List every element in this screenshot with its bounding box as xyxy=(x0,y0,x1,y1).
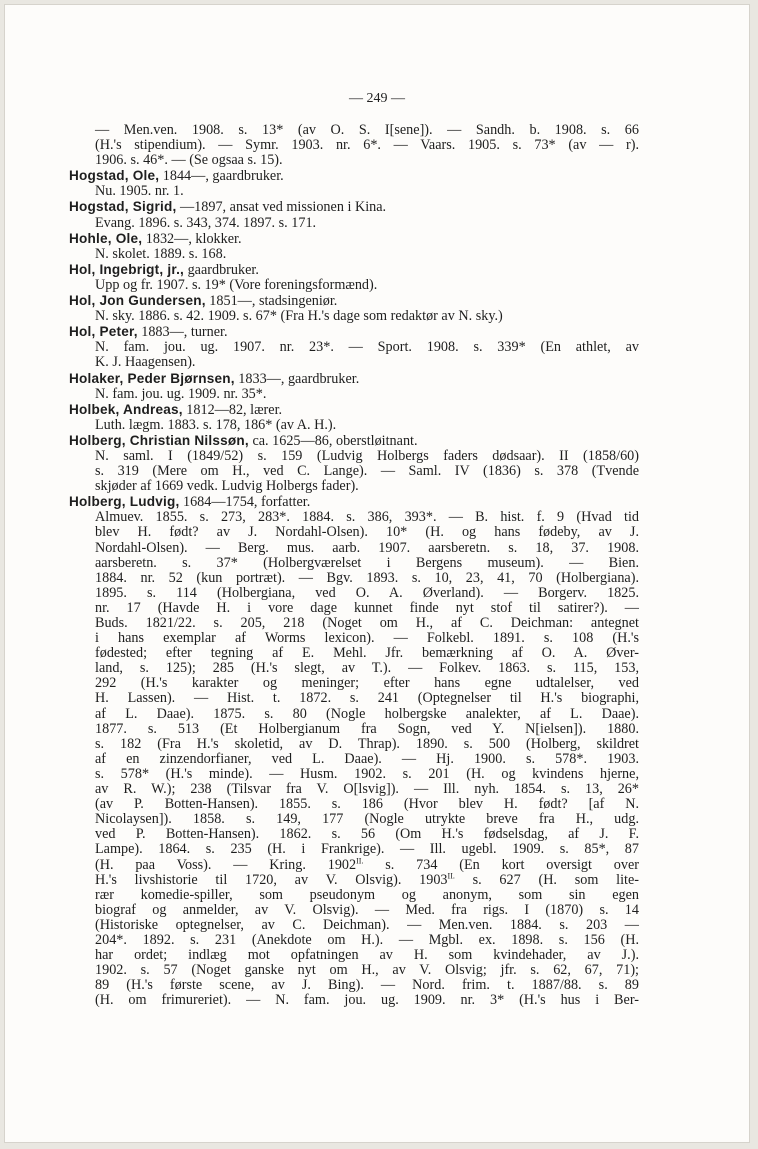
text-line xyxy=(69,123,639,138)
line-text-cont: s. 734 (En kort oversigt over xyxy=(363,856,639,873)
entry-heading-line xyxy=(69,262,639,278)
entry-heading-line xyxy=(69,494,639,510)
line-text: av R. W.); 238 (Tilsvar fra V. O[lsvig]). — Ill. nyh. 1854. s. 13, 26* xyxy=(95,781,639,798)
entry-name: Hogstad, Sigrid, xyxy=(69,199,177,215)
line-text: 89 (H.'s første scene, av J. Bing). — Nord. frim. t. 1887/88. s. 89 xyxy=(95,977,639,994)
text-line xyxy=(69,797,639,812)
text-line xyxy=(69,556,639,571)
text-line xyxy=(69,993,639,1008)
line-text: H.'s livshistorie til 1720, av V. Olsvig). 1903 xyxy=(95,871,448,888)
line-text: biograf og anmelder, av V. Olsvig). — Med. fra rigs. I (1870) s. 14 xyxy=(95,901,639,918)
text-line xyxy=(69,309,639,324)
line-text: Luth. lægm. 1883. s. 178, 186* (av A. H.). xyxy=(95,416,337,433)
text-line xyxy=(69,278,639,293)
text-line xyxy=(69,722,639,737)
line-text: 1895. s. 114 (Holbergiana, ved O. A. Øverland). — Borgerv. 1825. xyxy=(95,584,639,601)
text-line xyxy=(69,752,639,767)
text-line xyxy=(69,355,639,370)
line-text: 1684—1754, forfatter. xyxy=(179,494,311,511)
line-text: 204*. 1892. s. 231 (Anekdote om H.). — Mgbl. ex. 1898. s. 156 (H. xyxy=(95,931,639,948)
line-text: N. skolet. 1889. s. 168. xyxy=(95,245,227,262)
text-line xyxy=(69,812,639,827)
entry-heading-line xyxy=(69,168,639,184)
text-line xyxy=(69,571,639,586)
line-text: blev H. født? av J. Nordahl-Olsen). 10* (H. og hans fødeby, av J. xyxy=(95,524,639,541)
entry-name: Hogstad, Ole, xyxy=(69,168,160,184)
line-text: (H.'s stipendium). — Symr. 1903. nr. 6*. — Vaars. 1905. s. 73* (av — r). xyxy=(95,137,639,154)
text-line xyxy=(69,616,639,631)
line-text: Buds. 1821/22. s. 205, 218 (Noget om H., af C. Deichman: antegnet xyxy=(95,615,639,631)
text-line xyxy=(69,888,639,903)
line-text: af en zinzendorfianer, ved L. Daae). — Hj. 1900. s. 578*. 1903. xyxy=(95,750,639,767)
text-line xyxy=(69,933,639,948)
line-text: ca. 1625—86, oberstløitnant. xyxy=(248,432,418,449)
line-text: har ordet; indlæg mot opfatningen av H. som kvindehader, av J.). xyxy=(95,947,639,964)
line-text: 292 (H.'s karakter og meninger; efter hans egne udtalelser, ved xyxy=(95,675,639,692)
line-text: 1906. s. 46*. — (Se ogsaa s. 15). xyxy=(95,152,283,169)
text-line xyxy=(69,387,639,402)
line-text: N. saml. I (1849/52) s. 159 (Ludvig Holbergs faders dødsaar). II (1858/60) xyxy=(95,447,639,464)
text-line xyxy=(69,707,639,722)
text-line xyxy=(69,247,639,262)
entry-heading-line xyxy=(69,199,639,215)
entry-heading-line xyxy=(69,324,639,340)
text-line xyxy=(69,601,639,616)
text-line xyxy=(69,827,639,842)
line-text: 1833—, gaardbruker. xyxy=(234,370,360,387)
volume-superscript: II. xyxy=(447,870,455,880)
text-line xyxy=(69,870,639,888)
line-text: rær komedie-spiller, som pseudonym og anonym, som sin egen xyxy=(95,886,639,903)
line-text: H. Lassen). — Hist. t. 1872. s. 241 (Optegnelser til H.'s biographi, xyxy=(95,690,639,707)
line-text: s. 182 (Fra H.'s skoletid, av D. Thrap). 1890. s. 500 (Holberg, skildret xyxy=(95,735,639,752)
entry-heading-line xyxy=(69,433,639,449)
line-text-cont: s. 627 (H. som lite- xyxy=(454,871,639,888)
text-line xyxy=(69,541,639,556)
text-line xyxy=(69,479,639,494)
line-text: 1844—, gaardbruker. xyxy=(159,168,284,185)
volume-superscript: II. xyxy=(356,855,364,865)
line-text: N. fam. jou. ug. 1909. nr. 35*. xyxy=(95,385,267,402)
line-text: fødested; efter tegning af E. Mehl. Jfr. bemærkning af O. A. Øver- xyxy=(95,645,639,662)
text-line xyxy=(69,782,639,797)
text-line xyxy=(69,525,639,540)
text-line xyxy=(69,464,639,479)
line-text: 1851—, stadsingeniør. xyxy=(205,293,338,310)
entry-name: Holberg, Ludvig, xyxy=(69,494,180,510)
entry-name: Hol, Jon Gundersen, xyxy=(69,293,206,309)
text-line xyxy=(69,918,639,933)
text-line xyxy=(69,646,639,661)
entry-heading-line xyxy=(69,371,639,387)
text-line xyxy=(69,340,639,355)
line-text: 1832—, klokker. xyxy=(142,230,242,247)
document-page xyxy=(4,4,750,1143)
text-line xyxy=(69,184,639,199)
line-text: Upp og fr. 1907. s. 19* (Vore foreningsformænd). xyxy=(95,276,378,293)
entry-heading-line xyxy=(69,402,639,418)
line-text: K. J. Haagensen). xyxy=(95,354,196,371)
text-line xyxy=(69,216,639,231)
line-text: s. 319 (Mere om H., ved C. Lange). — Saml. IV (1836) s. 378 (Tvende xyxy=(95,463,639,480)
line-text: s. 578* (H.'s minde). — Husm. 1902. s. 201 (H. og kvindens hjerne, xyxy=(95,765,639,782)
text-line xyxy=(69,449,639,464)
text-line xyxy=(69,963,639,978)
line-text: ved P. Botten-Hansen). 1862. s. 56 (Om H.'s fødselsdag, af J. F. xyxy=(95,826,639,843)
text-line xyxy=(69,631,639,646)
text-line xyxy=(69,418,639,433)
text-line xyxy=(69,767,639,782)
text-line xyxy=(69,586,639,601)
text-line xyxy=(69,153,639,168)
text-line xyxy=(69,661,639,676)
line-text: Almuev. 1855. s. 273, 283*. 1884. s. 386, 393*. — B. hist. f. 9 (Hvad tid xyxy=(95,509,639,526)
entry-name: Hol, Ingebrigt, jr., xyxy=(69,261,185,277)
text-line xyxy=(69,842,639,857)
text-line xyxy=(69,855,639,873)
line-text: (H. om frimureriet). — N. fam. jou. ug. 1909. nr. 3* (H.'s hus i Ber- xyxy=(95,992,639,1009)
bibliography-text xyxy=(69,123,639,1008)
line-text: Nicolaysen]). 1858. s. 149, 177 (Nogle utrykte breve fra H., udg. xyxy=(95,811,639,828)
page-number: — 249 — xyxy=(349,91,405,106)
text-line xyxy=(69,676,639,691)
line-text: aarsberetn. s. 37* (Holbergværelset i Bergens museum). — Bien. xyxy=(95,554,639,571)
line-text: (Historiske optegnelser, av C. Deichman). — Men.ven. 1884. s. 203 — xyxy=(95,916,639,933)
text-line xyxy=(69,948,639,963)
line-text: land, s. 125); 285 (H.'s slegt, av T.). — Folkev. 1863. s. 115, 153, xyxy=(95,660,639,677)
line-text: (av P. Botten-Hansen). 1855. s. 186 (Hvor blev H. født? [af N. xyxy=(95,796,639,813)
line-text: (H. paa Voss). — Kring. 1902 xyxy=(95,856,357,873)
line-text: Lampe). 1864. s. 235 (H. i Frankrige). — Ill. ugebl. 1909. s. 85*, 87 xyxy=(95,841,639,858)
line-text: Nordahl-Olsen). — Berg. mus. aarb. 1907. aarsberetn. s. 18, 37. 1908. xyxy=(95,539,639,556)
line-text: N. sky. 1886. s. 42. 1909. s. 67* (Fra H.'s dage som redaktør av N. sky.) xyxy=(95,308,503,325)
line-text: 1812—82, lærer. xyxy=(182,401,283,418)
line-text: Nu. 1905. nr. 1. xyxy=(95,183,184,200)
line-text: 1883—, turner. xyxy=(137,324,228,341)
text-line xyxy=(69,691,639,706)
entry-name: Hohle, Ole, xyxy=(69,230,143,246)
line-text: —1897, ansat ved missionen i Kina. xyxy=(176,199,387,216)
line-text: gaardbruker. xyxy=(184,261,259,278)
entry-name: Holbek, Andreas, xyxy=(69,401,183,417)
line-text: i hans exemplar af Worms lexicon). — Folkebl. 1891. s. 108 (H.'s xyxy=(95,630,639,647)
entry-heading-line xyxy=(69,231,639,247)
line-text: skjøder af 1669 vedk. Ludvig Holbergs fader). xyxy=(95,478,359,495)
text-line xyxy=(69,138,639,153)
text-line xyxy=(69,737,639,752)
entry-name: Hol, Peter, xyxy=(69,324,138,340)
line-text: nr. 17 (Havde H. i vore dage kunnet finde nyt stof til satirer?). — xyxy=(95,599,639,616)
entry-name: Holaker, Peder Bjørnsen, xyxy=(69,370,235,386)
line-text: N. fam. jou. ug. 1907. nr. 23*. — Sport. 1908. s. 339* (En athlet, av xyxy=(95,339,639,356)
line-text: Evang. 1896. s. 343, 374. 1897. s. 171. xyxy=(95,214,317,231)
entry-heading-line xyxy=(69,293,639,309)
line-text: 1877. s. 513 (Et Holbergianum fra Sogn, ved Y. N[ielsen]). 1880. xyxy=(95,720,639,737)
text-line xyxy=(69,903,639,918)
line-text: 1902. s. 57 (Noget ganske nyt om H., av V. Olsvig; jfr. s. 62, 67, 71); xyxy=(95,962,639,979)
text-line xyxy=(69,978,639,993)
line-text: 1884. nr. 52 (kun portræt). — Bgv. 1893. s. 10, 23, 41, 70 (Holbergiana). xyxy=(95,569,639,586)
line-text: af L. Daae). 1875. s. 80 (Nogle holbergske analekter, af L. Daae). xyxy=(95,705,639,722)
entry-name: Holberg, Christian Nilssøn, xyxy=(69,432,249,448)
text-line xyxy=(69,510,639,525)
line-text: — Men.ven. 1908. s. 13* (av O. S. I[sene]). — Sandh. b. 1908. s. 66 xyxy=(95,122,639,138)
